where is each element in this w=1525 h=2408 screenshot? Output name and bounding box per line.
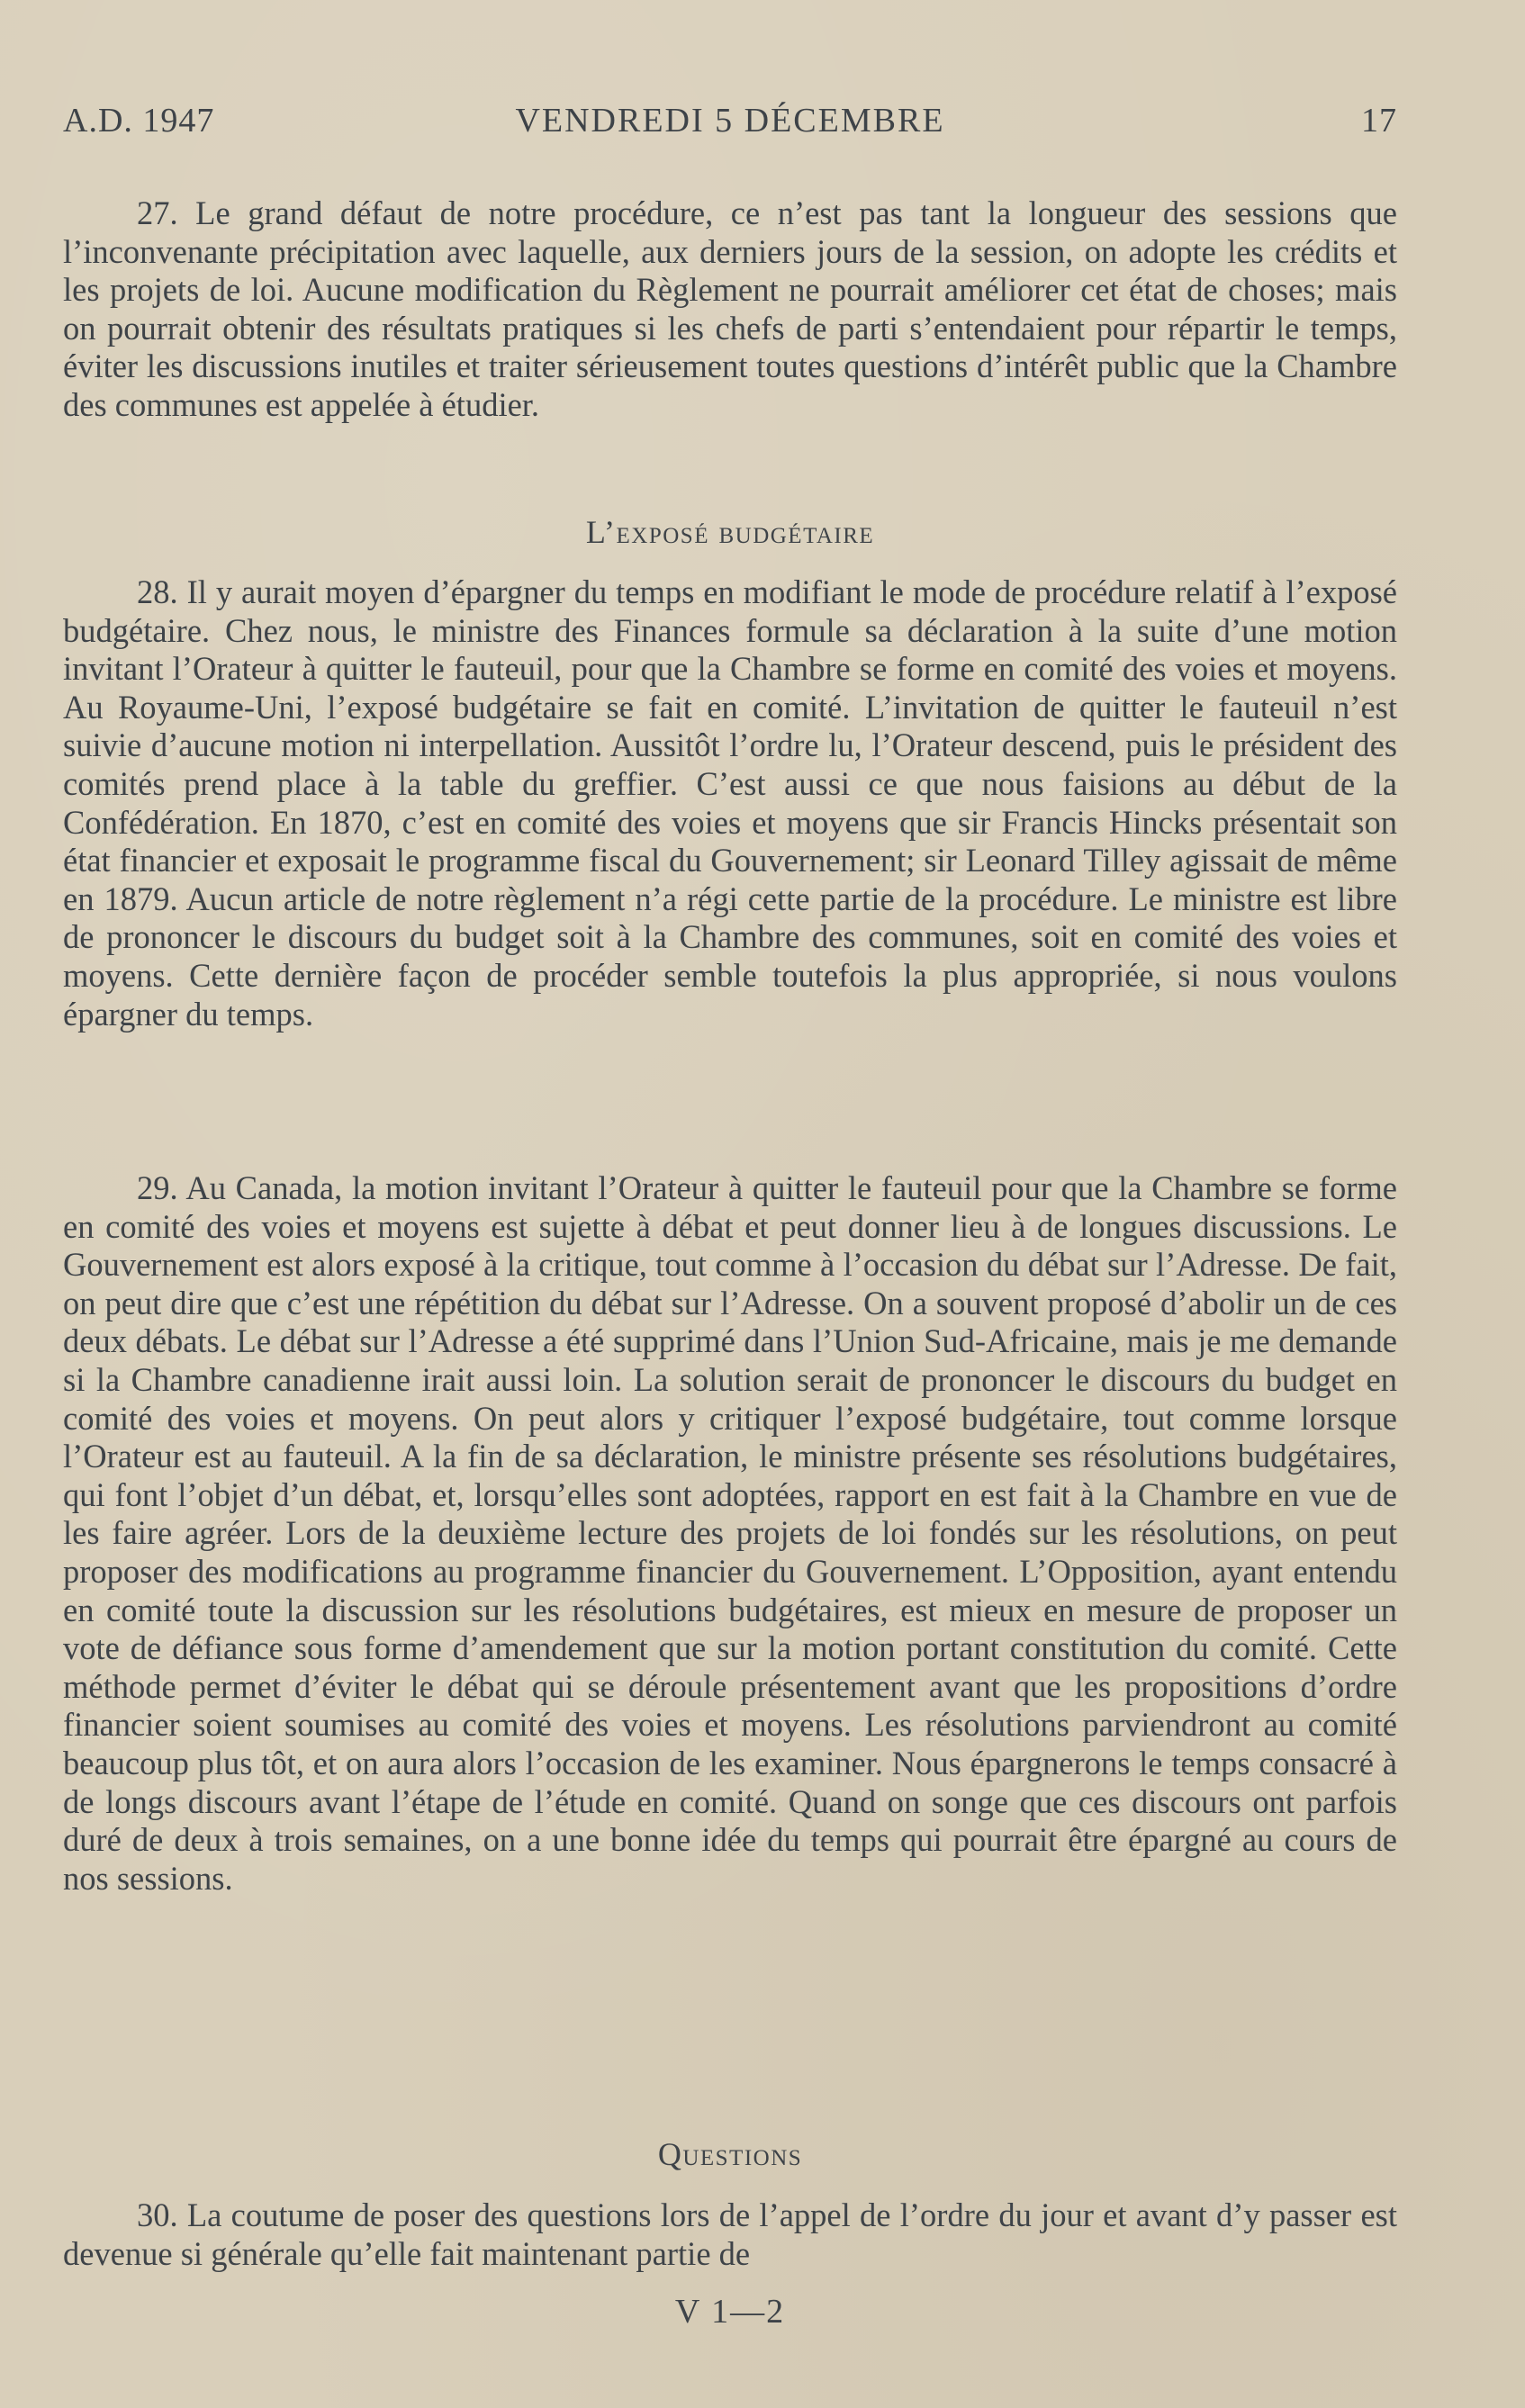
paragraph-29: 29. Au Canada, la motion invitant l’Orateur à quitter le fauteuil pour que la Chambre se forme en comité des voies et moyens est sujette à débat et peut donner lieu à de longues discussions. Le Gouvernement est alors exposé à la critique, tout comme à l’occasion du débat sur l’Adresse. De fait, on peut dire que c’est une répétition du débat sur l’Adresse. On a souvent proposé d’abolir un de ces deux débats. Le débat sur l’Adresse a été supprimé dans l’Union Sud-Africaine, mais je me demande si la Chambre canadienne irait aussi loin. La solution serait de prononcer le discours du budget en comité des voies et moyens. On peut alors y critiquer l’exposé budgétaire, tout comme lorsque l’Orateur est au fauteuil. A la fin de sa déclaration, le ministre présente ses résolutions budgétaires, qui font l’objet d’un débat, et, lorsqu’elles sont adoptées, rapport en est fait à la Chambre en vue de les faire agréer. Lors de la deuxième lecture des projets de loi fondés sur les résolutions, on peut proposer des modifications au programme financier du Gouvernement. L’Opposition, ayant entendu en comité toute la discussion sur les résolutions budgétaires, est mieux en mesure de proposer un vote de défiance sous forme d’amendement que sur la motion portant constitution du comité. Cette méthode permet d’éviter le débat qui se déroule présentement avant que les propositions d’ordre financier soient soumises au comité des voies et moyens. Les résolutions parviendront au comité beaucoup plus tôt, et on aura alors l’occasion de les examiner. Nous épargnerons le temps consacré à de longs discours avant l’étape de l’étude en comité. Quand on songe que ces discours ont parfois duré de deux à trois semaines, on a une bonne idée du temps qui pourrait être épargné au cours de nos sessions. [63, 1169, 1397, 1897]
header-year: A.D. 1947 [63, 102, 215, 140]
header-date: VENDREDI 5 DÉCEMBRE [515, 102, 945, 140]
running-header [63, 101, 1397, 146]
page-number: 17 [1361, 102, 1397, 140]
paragraph-30-block [63, 2196, 1397, 2273]
paragraph-30: 30. La coutume de poser des questions lors de l’appel de l’ordre du jour et avant d’y passer est devenue si générale qu’elle fait maintenant partie de [63, 2196, 1397, 2272]
paragraph-29-block [63, 1169, 1397, 1898]
section-heading-questions: Questions [657, 2136, 803, 2172]
paragraph-27-block [63, 194, 1397, 425]
signature-mark: V 1—2 [674, 2293, 786, 2331]
paragraph-27: 27. Le grand défaut de notre procédure, ce n’est pas tant la longueur des sessions que l’inconvenante précipitation avec laquelle, aux derniers jours de la session, on adopte les crédits et les projets de loi. Aucune modification du Règlement ne pourrait améliorer cet état de choses; mais on pourrait obtenir des résultats pratiques si les chefs de parti s’entendaient pour répartir le temps, éviter les discussions inutiles et traiter sérieusement toutes questions d’intérêt public que la Chambre des communes est appelée à étudier. [63, 194, 1397, 423]
paragraph-28-block [63, 573, 1397, 1033]
section-heading-expose-budgetaire: L’exposé budgétaire [585, 514, 875, 550]
paragraph-28: 28. Il y aurait moyen d’épargner du temps en modifiant le mode de procédure relatif à l’exposé budgétaire. Chez nous, le ministre des Finances formule sa déclaration à la suite d’une motion invitant l’Orateur à quitter le fauteuil, pour que la Chambre se forme en comité des voies et moyens. Au Royaume-Uni, l’exposé budgétaire se fait en comité. L’invitation de quitter le fauteuil n’est suivie d’aucune motion ni interpellation. Aussitôt l’ordre lu, l’Orateur descend, puis le président des comités prend place à la table du greffier. C’est aussi ce que nous faisions au début de la Confédération. En 1870, c’est en comité des voies et moyens que sir Francis Hincks présentait son état financier et exposait le programme fiscal du Gouvernement; sir Leonard Tilley agissait de même en 1879. Aucun article de notre règlement n’a régi cette partie de la procédure. Le ministre est libre de prononcer le discours du budget soit à la Chambre des communes, soit en comité des voies et moyens. Cette dernière façon de procéder semble toutefois la plus appropriée, si nous voulons épargner du temps. [63, 573, 1397, 1033]
